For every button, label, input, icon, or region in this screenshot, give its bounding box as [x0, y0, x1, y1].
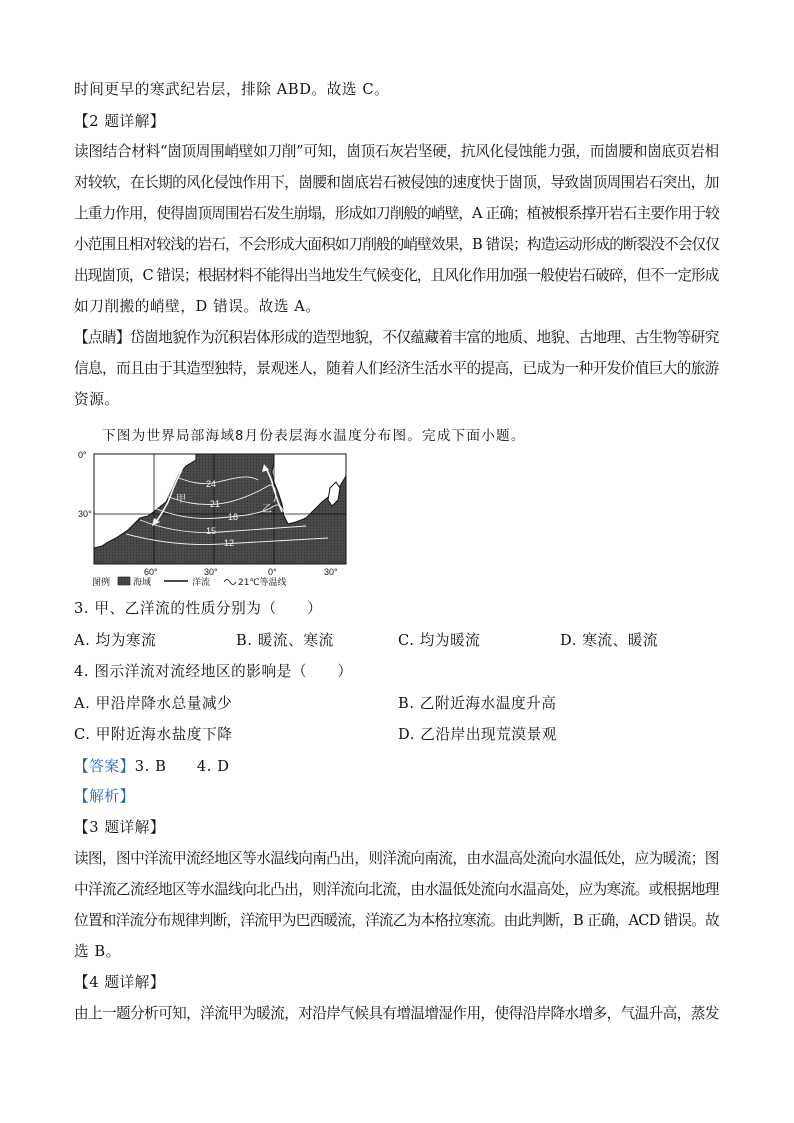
lat-label: 0°	[78, 450, 87, 460]
text-line: 读图，图中洋流甲流经地区等水温线向南凸出，则洋流向南流，由水温高处流向水温低处，应为暖流；图	[74, 850, 719, 867]
text-line: 对较软，在长期的风化侵蚀作用下，崮腰和崮底岩石被侵蚀的速度快于崮顶，导致崮顶周围岩石突出，加	[74, 174, 719, 191]
isotherm-label: 21	[210, 499, 221, 509]
section-heading: 【3 题详解】	[74, 819, 166, 836]
text-line: 信息，而且由于其造型独特，景观迷人，随着人们经济生活水平的提高，已成为一种开发价值巨大的旅游	[74, 360, 719, 377]
legend-isotherm-swatch	[224, 580, 236, 585]
legend-isotherm-label: 21℃等温线	[238, 578, 287, 586]
q3-option-c[interactable]: C. 均为暖流	[398, 632, 481, 649]
text-line: 出现崮顶，C 错误；根据材料不能得出当地发生气候变化，且风化作用加强一般使岩石破碎，但不一定形成	[74, 267, 719, 284]
lon-label: 30°	[204, 567, 218, 577]
dianjing-line: 【点睛】岱崮地貌作为沉积岩体形成的造型地貌，不仅蕴藏着丰富的地质、地貌、古地理、古生物等研究	[74, 329, 719, 346]
question-intro: 下图为世界局部海域8月份表层海水温度分布图。完成下面小题。	[102, 428, 526, 444]
dianjing-tag: 【点睛】	[74, 329, 131, 346]
isotherm-label: 24	[206, 479, 217, 489]
analysis-tag: 【解析】	[74, 788, 135, 805]
isotherm-label: 18	[228, 512, 239, 522]
text-line: 由上一题分析可知，洋流甲为暖流，对沿岸气候具有增温增湿作用，使得沿岸降水增多，气温升高，蒸发	[74, 1005, 719, 1022]
text-line: 资源。	[74, 391, 120, 408]
lon-label: 30°	[324, 567, 338, 577]
text-line: 小范围且相对较浅的岩石，不会形成大面积如刀削般的峭壁效果，B 错误；构造运动形成的断裂没不会仅仅	[74, 236, 720, 253]
section-heading: 【2 题详解】	[74, 113, 166, 130]
q3-option-b[interactable]: B. 暖流、寒流	[236, 632, 334, 649]
lon-label: 0°	[268, 567, 277, 577]
isotherm-label: 12	[224, 538, 235, 548]
answer-text: 3. B 4. D	[134, 758, 230, 775]
ocean-temperature-map	[78, 446, 350, 586]
q4-option-d[interactable]: D. 乙沿岸出现荒漠景观	[398, 726, 558, 743]
q3-option-a[interactable]: A. 均为寒流	[74, 632, 157, 649]
q4-option-c[interactable]: C. 甲附近海水盐度下降	[74, 726, 233, 743]
text-line: 如刀削搬的峭壁，D 错误。故选 A。	[74, 298, 321, 315]
current-yi-label: 乙	[262, 504, 272, 515]
section-heading: 【4 题详解】	[74, 974, 166, 991]
answer-line	[74, 757, 230, 777]
legend-title: 图例	[92, 578, 111, 586]
answer-tag: 【答案】	[74, 758, 135, 775]
question-3-stem: 3. 甲、乙洋流的性质分别为（ ）	[74, 600, 323, 617]
q3-option-d[interactable]: D. 寒流、暖流	[560, 632, 659, 649]
question-4-stem: 4. 图示洋流对流经地区的影响是（ ）	[74, 663, 353, 680]
isotherm-label: 15	[206, 526, 217, 536]
lon-label: 60°	[144, 567, 158, 577]
legend-sea-swatch	[118, 577, 130, 585]
text-line: 上重力作用，使得崮顶周围岩石发生崩塌，形成如刀削般的峭壁，A 正确；植被根系撑开岩石主要作用于较	[74, 205, 719, 222]
text-line: 位置和洋流分布规律判断，洋流甲为巴西暖流，洋流乙为本格拉寒流。由此判断，B 正确，ACD 错误。故	[74, 912, 720, 929]
text-line: 中洋流乙流经地区等水温线向北凸出，则洋流向北流，由水温低处流向水温高处，应为寒流。或根据地理	[74, 881, 719, 898]
current-jia-label: 甲	[176, 494, 186, 505]
legend-current-label: 洋流	[192, 578, 211, 586]
lat-label: 30°	[78, 509, 92, 519]
q4-option-a[interactable]: A. 甲沿岸降水总量减少	[74, 695, 233, 712]
text-line: 选 B。	[74, 943, 121, 960]
text-line: 读图结合材料“崮顶周围峭壁如刀削”可知，崮顶石灰岩坚硬，抗风化侵蚀能力强，而崮腰和崮底页岩相	[74, 143, 719, 160]
text-line: 时间更早的寒武纪岩层，排除 ABD。故选 C。	[74, 81, 390, 98]
legend-sea-label: 海域	[133, 578, 152, 586]
q4-option-b[interactable]: B. 乙附近海水温度升高	[398, 695, 557, 712]
